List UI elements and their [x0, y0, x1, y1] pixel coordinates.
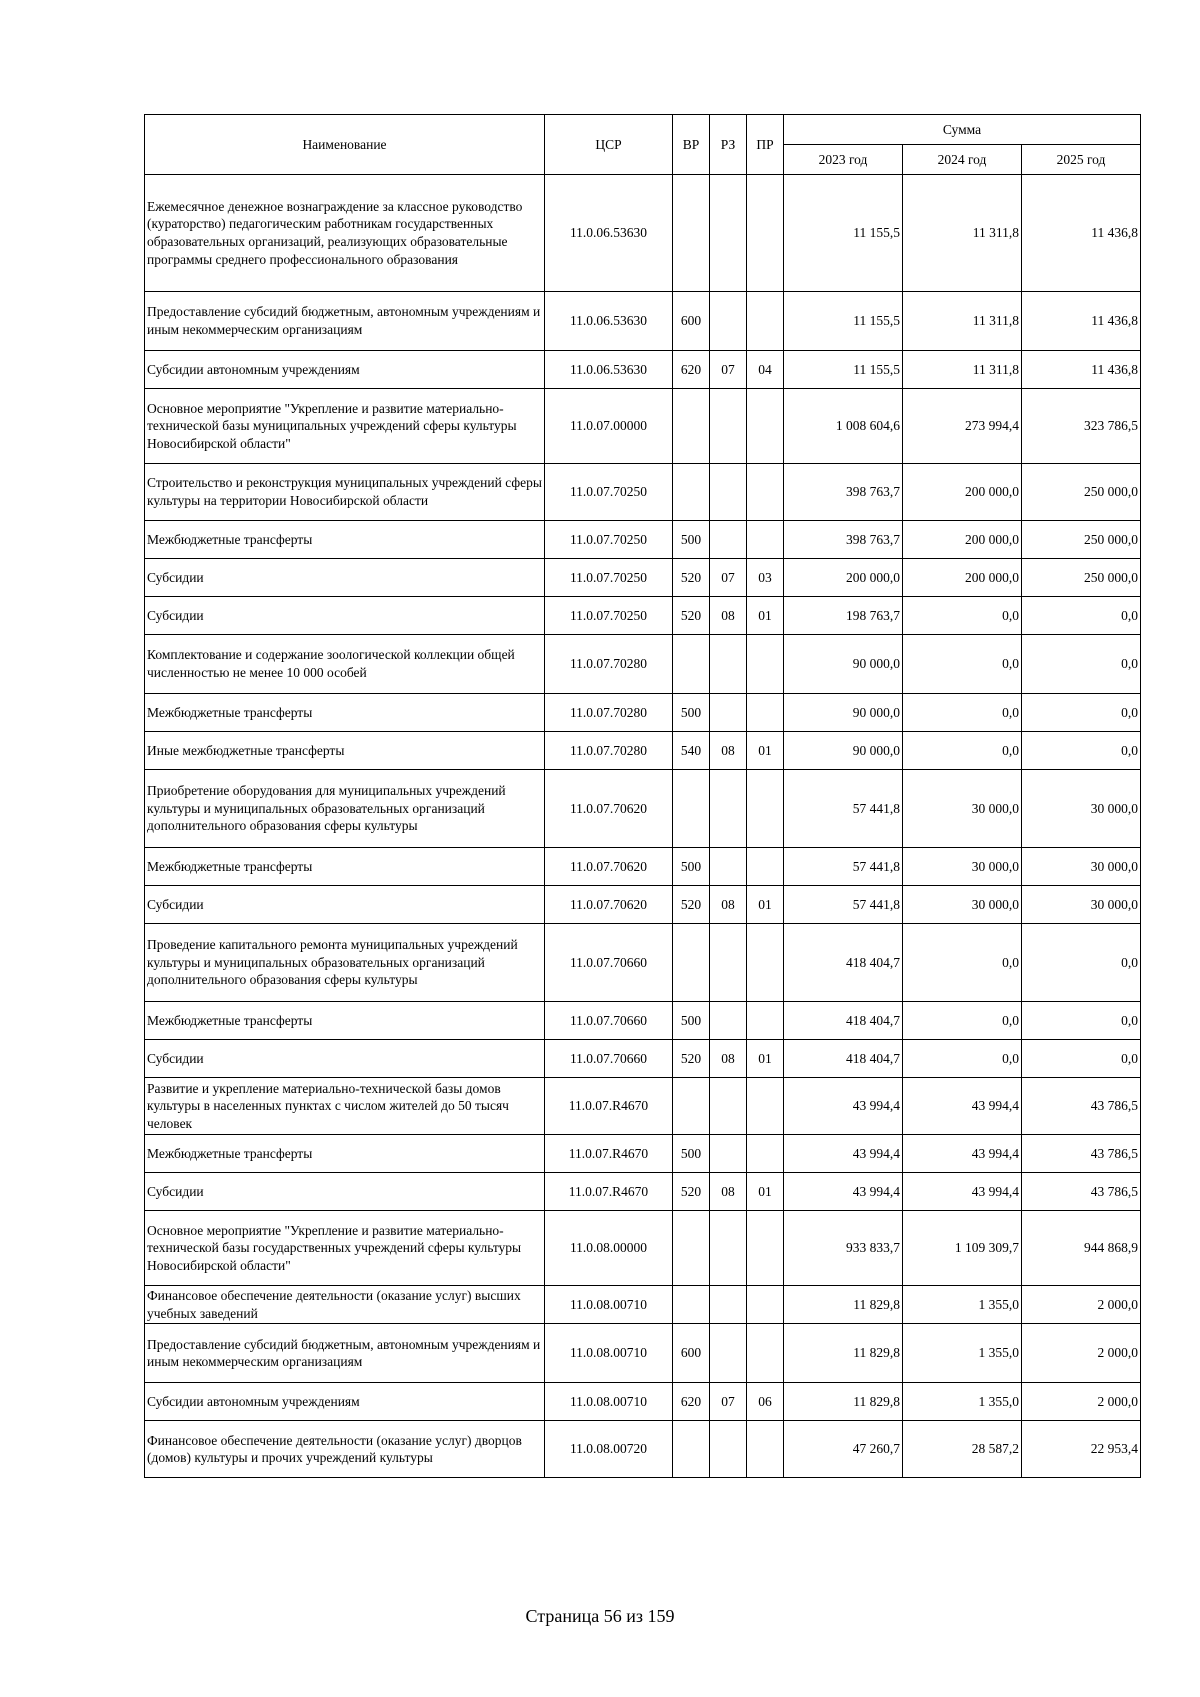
header-year-2023: 2023 год — [784, 145, 903, 175]
row-csr: 11.0.08.00710 — [545, 1383, 673, 1421]
row-vr: 520 — [673, 559, 710, 597]
table-row — [145, 597, 1141, 635]
row-name: Субсидии автономным учреждениям — [145, 351, 545, 389]
row-name: Субсидии — [145, 559, 545, 597]
row-vr — [673, 389, 710, 464]
row-rz — [710, 1135, 747, 1173]
row-vr — [673, 464, 710, 521]
row-amount-2024: 200 000,0 — [903, 464, 1022, 521]
table-body — [145, 175, 1141, 1478]
row-vr: 500 — [673, 1135, 710, 1173]
table-row — [145, 635, 1141, 694]
row-csr: 11.0.07.70660 — [545, 1040, 673, 1078]
row-amount-2025: 43 786,5 — [1022, 1078, 1141, 1135]
row-amount-2023: 11 829,8 — [784, 1324, 903, 1383]
row-csr: 11.0.06.53630 — [545, 175, 673, 292]
table-row — [145, 1135, 1141, 1173]
row-amount-2024: 0,0 — [903, 1002, 1022, 1040]
row-vr: 600 — [673, 1324, 710, 1383]
row-csr: 11.0.07.70280 — [545, 694, 673, 732]
row-amount-2023: 418 404,7 — [784, 1040, 903, 1078]
row-amount-2025: 250 000,0 — [1022, 521, 1141, 559]
row-pr: 01 — [747, 886, 784, 924]
row-pr — [747, 635, 784, 694]
row-amount-2023: 418 404,7 — [784, 1002, 903, 1040]
row-amount-2023: 11 155,5 — [784, 351, 903, 389]
row-amount-2024: 273 994,4 — [903, 389, 1022, 464]
row-pr — [747, 1211, 784, 1286]
row-rz — [710, 1421, 747, 1478]
row-amount-2023: 90 000,0 — [784, 732, 903, 770]
row-csr: 11.0.07.70660 — [545, 924, 673, 1002]
row-vr — [673, 1078, 710, 1135]
row-amount-2023: 11 829,8 — [784, 1383, 903, 1421]
row-amount-2025: 2 000,0 — [1022, 1286, 1141, 1324]
row-pr — [747, 770, 784, 848]
row-amount-2024: 43 994,4 — [903, 1078, 1022, 1135]
row-amount-2025: 0,0 — [1022, 635, 1141, 694]
row-csr: 11.0.07.70250 — [545, 559, 673, 597]
row-vr — [673, 635, 710, 694]
row-amount-2025: 43 786,5 — [1022, 1135, 1141, 1173]
row-pr — [747, 1135, 784, 1173]
row-vr — [673, 924, 710, 1002]
table-row — [145, 848, 1141, 886]
table-row — [145, 732, 1141, 770]
row-amount-2023: 57 441,8 — [784, 886, 903, 924]
row-rz: 07 — [710, 559, 747, 597]
table-row — [145, 1211, 1141, 1286]
row-amount-2025: 22 953,4 — [1022, 1421, 1141, 1478]
row-amount-2023: 90 000,0 — [784, 694, 903, 732]
row-amount-2025: 250 000,0 — [1022, 559, 1141, 597]
row-name: Предоставление субсидий бюджетным, автономным учреждениям и иным некоммерческим организациям — [145, 292, 545, 351]
row-amount-2024: 200 000,0 — [903, 521, 1022, 559]
row-vr: 520 — [673, 886, 710, 924]
row-csr: 11.0.07.00000 — [545, 389, 673, 464]
table-row — [145, 1040, 1141, 1078]
row-amount-2023: 11 155,5 — [784, 292, 903, 351]
row-rz — [710, 1324, 747, 1383]
row-amount-2024: 11 311,8 — [903, 351, 1022, 389]
row-csr: 11.0.07.R4670 — [545, 1135, 673, 1173]
row-csr: 11.0.07.70620 — [545, 770, 673, 848]
row-rz: 07 — [710, 1383, 747, 1421]
row-amount-2025: 11 436,8 — [1022, 292, 1141, 351]
row-amount-2023: 43 994,4 — [784, 1135, 903, 1173]
row-rz — [710, 1078, 747, 1135]
row-pr: 03 — [747, 559, 784, 597]
row-rz — [710, 521, 747, 559]
header-year-2025: 2025 год — [1022, 145, 1141, 175]
table-row — [145, 886, 1141, 924]
table-row — [145, 559, 1141, 597]
table-row — [145, 1286, 1141, 1324]
row-vr — [673, 1421, 710, 1478]
row-name: Строительство и реконструкция муниципальных учреждений сферы культуры на территории Новосибирской области — [145, 464, 545, 521]
row-name: Межбюджетные трансферты — [145, 1135, 545, 1173]
row-amount-2024: 30 000,0 — [903, 770, 1022, 848]
row-amount-2023: 90 000,0 — [784, 635, 903, 694]
table-row — [145, 694, 1141, 732]
row-rz — [710, 635, 747, 694]
row-pr — [747, 389, 784, 464]
row-pr: 06 — [747, 1383, 784, 1421]
table-row — [145, 1383, 1141, 1421]
row-rz — [710, 292, 747, 351]
table-row — [145, 1173, 1141, 1211]
row-rz — [710, 1002, 747, 1040]
row-amount-2023: 11 155,5 — [784, 175, 903, 292]
row-pr — [747, 175, 784, 292]
row-amount-2025: 0,0 — [1022, 1040, 1141, 1078]
row-csr: 11.0.06.53630 — [545, 351, 673, 389]
row-name: Субсидии — [145, 886, 545, 924]
row-amount-2023: 43 994,4 — [784, 1173, 903, 1211]
row-amount-2023: 398 763,7 — [784, 464, 903, 521]
row-rz — [710, 924, 747, 1002]
row-name: Межбюджетные трансферты — [145, 1002, 545, 1040]
row-amount-2023: 57 441,8 — [784, 848, 903, 886]
row-amount-2024: 0,0 — [903, 924, 1022, 1002]
row-name: Приобретение оборудования для муниципальных учреждений культуры и муниципальных образовательных организаций дополнительного образования сферы культуры — [145, 770, 545, 848]
row-amount-2025: 30 000,0 — [1022, 886, 1141, 924]
row-name: Предоставление субсидий бюджетным, автономным учреждениям и иным некоммерческим организациям — [145, 1324, 545, 1383]
row-amount-2023: 398 763,7 — [784, 521, 903, 559]
table-row — [145, 351, 1141, 389]
row-pr — [747, 694, 784, 732]
row-amount-2024: 0,0 — [903, 694, 1022, 732]
row-amount-2025: 30 000,0 — [1022, 848, 1141, 886]
row-amount-2025: 944 868,9 — [1022, 1211, 1141, 1286]
row-rz — [710, 389, 747, 464]
row-amount-2023: 47 260,7 — [784, 1421, 903, 1478]
row-amount-2025: 30 000,0 — [1022, 770, 1141, 848]
table-row — [145, 521, 1141, 559]
row-vr — [673, 1211, 710, 1286]
page-number: Страница 56 из 159 — [525, 1606, 675, 1626]
row-amount-2024: 0,0 — [903, 635, 1022, 694]
row-name: Финансовое обеспечение деятельности (оказание услуг) дворцов (домов) культуры и прочих учреждений культуры — [145, 1421, 545, 1478]
row-amount-2023: 1 008 604,6 — [784, 389, 903, 464]
row-amount-2025: 0,0 — [1022, 1002, 1141, 1040]
row-name: Основное мероприятие "Укрепление и развитие материально-технической базы муниципальных учреждений сферы культуры Новосибирской области" — [145, 389, 545, 464]
row-csr: 11.0.07.70620 — [545, 886, 673, 924]
row-csr: 11.0.07.R4670 — [545, 1078, 673, 1135]
row-name: Иные межбюджетные трансферты — [145, 732, 545, 770]
row-pr: 01 — [747, 597, 784, 635]
row-pr — [747, 292, 784, 351]
table-row — [145, 464, 1141, 521]
row-pr — [747, 521, 784, 559]
row-csr: 11.0.07.70250 — [545, 521, 673, 559]
row-amount-2024: 1 355,0 — [903, 1324, 1022, 1383]
row-rz — [710, 1286, 747, 1324]
row-amount-2024: 200 000,0 — [903, 559, 1022, 597]
row-csr: 11.0.08.00720 — [545, 1421, 673, 1478]
row-vr: 540 — [673, 732, 710, 770]
row-name: Субсидии — [145, 597, 545, 635]
row-amount-2023: 198 763,7 — [784, 597, 903, 635]
row-vr: 500 — [673, 521, 710, 559]
row-amount-2025: 2 000,0 — [1022, 1324, 1141, 1383]
row-pr — [747, 1002, 784, 1040]
row-vr: 520 — [673, 1173, 710, 1211]
row-rz: 08 — [710, 1173, 747, 1211]
row-amount-2025: 11 436,8 — [1022, 351, 1141, 389]
row-amount-2025: 0,0 — [1022, 694, 1141, 732]
row-vr: 600 — [673, 292, 710, 351]
row-csr: 11.0.08.00710 — [545, 1324, 673, 1383]
row-amount-2025: 0,0 — [1022, 597, 1141, 635]
row-amount-2025: 2 000,0 — [1022, 1383, 1141, 1421]
row-amount-2025: 0,0 — [1022, 732, 1141, 770]
row-rz — [710, 464, 747, 521]
header-rz: РЗ — [710, 115, 747, 175]
row-amount-2024: 30 000,0 — [903, 848, 1022, 886]
row-name: Межбюджетные трансферты — [145, 521, 545, 559]
row-name: Субсидии — [145, 1173, 545, 1211]
row-csr: 11.0.08.00710 — [545, 1286, 673, 1324]
row-vr: 500 — [673, 1002, 710, 1040]
row-amount-2023: 57 441,8 — [784, 770, 903, 848]
row-pr — [747, 464, 784, 521]
row-pr — [747, 1286, 784, 1324]
row-amount-2025: 250 000,0 — [1022, 464, 1141, 521]
row-amount-2024: 0,0 — [903, 1040, 1022, 1078]
row-vr — [673, 1286, 710, 1324]
header-vr: ВР — [673, 115, 710, 175]
row-name: Межбюджетные трансферты — [145, 848, 545, 886]
row-amount-2024: 43 994,4 — [903, 1135, 1022, 1173]
header-year-2024: 2024 год — [903, 145, 1022, 175]
row-csr: 11.0.07.70280 — [545, 635, 673, 694]
row-rz: 08 — [710, 1040, 747, 1078]
row-vr — [673, 770, 710, 848]
table-header — [145, 115, 1141, 175]
row-name: Ежемесячное денежное вознаграждение за классное руководство (кураторство) педагогическим работникам государственных образовательных организаций, реализующих образовательные программы среднего профессионального образования — [145, 175, 545, 292]
row-csr: 11.0.07.70620 — [545, 848, 673, 886]
row-csr: 11.0.07.70660 — [545, 1002, 673, 1040]
row-pr — [747, 848, 784, 886]
row-csr: 11.0.08.00000 — [545, 1211, 673, 1286]
row-amount-2024: 43 994,4 — [903, 1173, 1022, 1211]
table-row — [145, 924, 1141, 1002]
table-row — [145, 1324, 1141, 1383]
table-row — [145, 389, 1141, 464]
row-amount-2025: 323 786,5 — [1022, 389, 1141, 464]
row-pr: 01 — [747, 1040, 784, 1078]
row-pr: 01 — [747, 1173, 784, 1211]
row-csr: 11.0.07.70280 — [545, 732, 673, 770]
row-amount-2023: 11 829,8 — [784, 1286, 903, 1324]
row-name: Межбюджетные трансферты — [145, 694, 545, 732]
row-amount-2024: 11 311,8 — [903, 292, 1022, 351]
row-vr: 500 — [673, 694, 710, 732]
row-pr: 01 — [747, 732, 784, 770]
row-vr — [673, 175, 710, 292]
row-amount-2025: 0,0 — [1022, 924, 1141, 1002]
row-amount-2023: 200 000,0 — [784, 559, 903, 597]
row-vr: 520 — [673, 1040, 710, 1078]
row-amount-2024: 1 109 309,7 — [903, 1211, 1022, 1286]
row-csr: 11.0.07.70250 — [545, 597, 673, 635]
row-pr: 04 — [747, 351, 784, 389]
row-csr: 11.0.07.R4670 — [545, 1173, 673, 1211]
row-vr: 620 — [673, 351, 710, 389]
row-vr: 520 — [673, 597, 710, 635]
row-amount-2025: 11 436,8 — [1022, 175, 1141, 292]
row-name: Финансовое обеспечение деятельности (оказание услуг) высших учебных заведений — [145, 1286, 545, 1324]
row-pr — [747, 1324, 784, 1383]
row-name: Комплектование и содержание зоологической коллекции общей численностью не менее 10 000 особей — [145, 635, 545, 694]
row-pr — [747, 1421, 784, 1478]
table-row — [145, 1421, 1141, 1478]
table-row — [145, 175, 1141, 292]
row-amount-2024: 1 355,0 — [903, 1286, 1022, 1324]
row-name: Субсидии автономным учреждениям — [145, 1383, 545, 1421]
row-amount-2023: 418 404,7 — [784, 924, 903, 1002]
row-name: Основное мероприятие "Укрепление и развитие материально-технической базы государственных учреждений сферы культуры Новосибирской области" — [145, 1211, 545, 1286]
row-amount-2024: 0,0 — [903, 732, 1022, 770]
row-name: Развитие и укрепление материально-технической базы домов культуры в населенных пунктах с числом жителей до 50 тысяч человек — [145, 1078, 545, 1135]
table-row — [145, 770, 1141, 848]
header-sum: Сумма — [784, 115, 1141, 145]
row-amount-2024: 0,0 — [903, 597, 1022, 635]
row-amount-2025: 43 786,5 — [1022, 1173, 1141, 1211]
header-name: Наименование — [145, 115, 545, 175]
budget-table — [144, 114, 1141, 1478]
table-row — [145, 292, 1141, 351]
row-rz: 08 — [710, 886, 747, 924]
table-row — [145, 1078, 1141, 1135]
row-csr: 11.0.07.70250 — [545, 464, 673, 521]
row-rz — [710, 694, 747, 732]
row-name: Проведение капитального ремонта муниципальных учреждений культуры и муниципальных образовательных организаций дополнительного образования сферы культуры — [145, 924, 545, 1002]
row-vr: 620 — [673, 1383, 710, 1421]
row-amount-2024: 30 000,0 — [903, 886, 1022, 924]
row-csr: 11.0.06.53630 — [545, 292, 673, 351]
row-rz: 08 — [710, 597, 747, 635]
header-csr: ЦСР — [545, 115, 673, 175]
row-name: Субсидии — [145, 1040, 545, 1078]
row-pr — [747, 1078, 784, 1135]
header-pr: ПР — [747, 115, 784, 175]
row-pr — [747, 924, 784, 1002]
row-amount-2023: 933 833,7 — [784, 1211, 903, 1286]
row-rz: 08 — [710, 732, 747, 770]
row-rz — [710, 1211, 747, 1286]
row-amount-2024: 11 311,8 — [903, 175, 1022, 292]
row-rz: 07 — [710, 351, 747, 389]
row-vr: 500 — [673, 848, 710, 886]
row-rz — [710, 770, 747, 848]
row-amount-2023: 43 994,4 — [784, 1078, 903, 1135]
table-row — [145, 1002, 1141, 1040]
row-rz — [710, 848, 747, 886]
row-amount-2024: 1 355,0 — [903, 1383, 1022, 1421]
row-amount-2024: 28 587,2 — [903, 1421, 1022, 1478]
row-rz — [710, 175, 747, 292]
